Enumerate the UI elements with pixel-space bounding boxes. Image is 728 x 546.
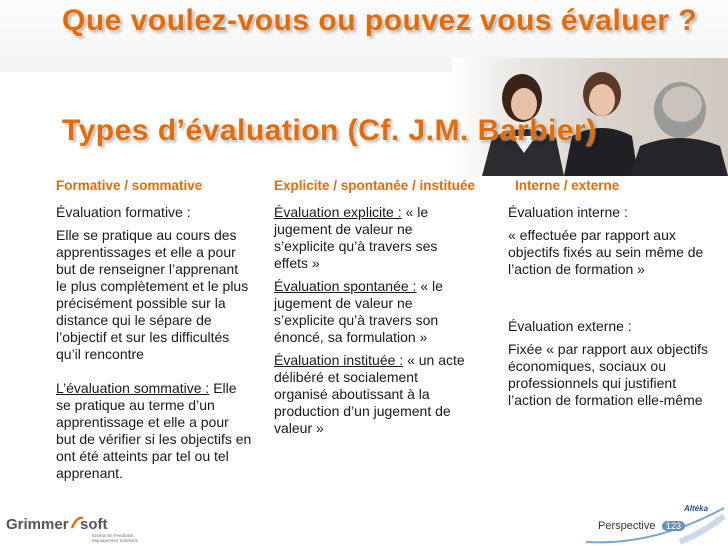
slide-subtitle: Types d’évaluation (Cf. J.M. Barbier) bbox=[62, 114, 597, 147]
spontanee-text: « le jugement de valeur ne s’explicite qu’à travers son énoncé, sa formulation » bbox=[274, 278, 443, 345]
grimmersoft-logo-name: Grimmer bbox=[6, 516, 69, 533]
grimmersoft-logo-tagline: Enterprise Feedback Management Solutions bbox=[92, 533, 139, 543]
sommative-label: L’évaluation sommative : bbox=[56, 380, 210, 396]
sommative-text: Elle se pratique au terme d’un apprentissage et elle a pour but de vérifier si les objectifs en ont été atteints par tel ou tel apprenant. bbox=[56, 380, 252, 481]
perspective-label: Perspective bbox=[598, 520, 656, 532]
perspective-logo bbox=[584, 500, 728, 546]
grimmersoft-logo bbox=[0, 510, 150, 546]
alteka-brand: Altéka bbox=[684, 504, 709, 513]
instituee-text: « un acte délibéré et socialement organisé aboutissant à la production d’un jugement de valeur » bbox=[274, 352, 465, 436]
column-header-formative-sommative: Formative / sommative bbox=[56, 178, 203, 193]
formative-label: Évaluation formative : bbox=[56, 204, 191, 220]
explicite-text: « le jugement de valeur ne s’explicite qu’à travers ses effets » bbox=[274, 204, 438, 271]
formative-text: Elle se pratique au cours des apprentissages et elle a pour but de renseigner l’apprenant le plus complètement et le plus précisément possible sur la distance qui le sépare de l’objectif et sur les difficultés qu’il rencontre bbox=[56, 227, 249, 362]
grimmersoft-logo-suffix: soft bbox=[80, 516, 108, 533]
column-interne-externe bbox=[508, 204, 714, 409]
interne-label: Évaluation interne : bbox=[508, 204, 628, 220]
spontanee-paragraph bbox=[274, 278, 474, 346]
interne-text: « effectuée par rapport aux objectifs fixés au sein même de l’action de formation » bbox=[508, 227, 704, 277]
explicite-label: Évaluation explicite : bbox=[274, 204, 402, 220]
slide-title: Que voulez-vous ou pouvez vous évaluer ? bbox=[62, 4, 698, 37]
page-number: 123 bbox=[662, 521, 685, 531]
explicite-paragraph bbox=[274, 204, 474, 272]
instituee-paragraph bbox=[274, 352, 474, 437]
spontanee-label: Évaluation spontanée : bbox=[274, 278, 417, 294]
externe-text: Fixée « par rapport aux objectifs économiques, sociaux ou professionnels qui justifient l’action de formation elle-même bbox=[508, 341, 708, 408]
grimmersoft-swoosh-icon bbox=[70, 514, 84, 530]
sommative-paragraph bbox=[56, 380, 252, 482]
column-header-interne-externe: Interne / externe bbox=[515, 178, 620, 193]
externe-label: Évaluation externe : bbox=[508, 318, 632, 334]
column-explicite-spontanee-instituee bbox=[274, 204, 474, 437]
column-formative-sommative bbox=[56, 204, 252, 482]
instituee-label: Évaluation instituée : bbox=[274, 352, 404, 368]
column-header-explicite-spontanee-instituee: Explicite / spontanée / instituée bbox=[274, 178, 476, 193]
